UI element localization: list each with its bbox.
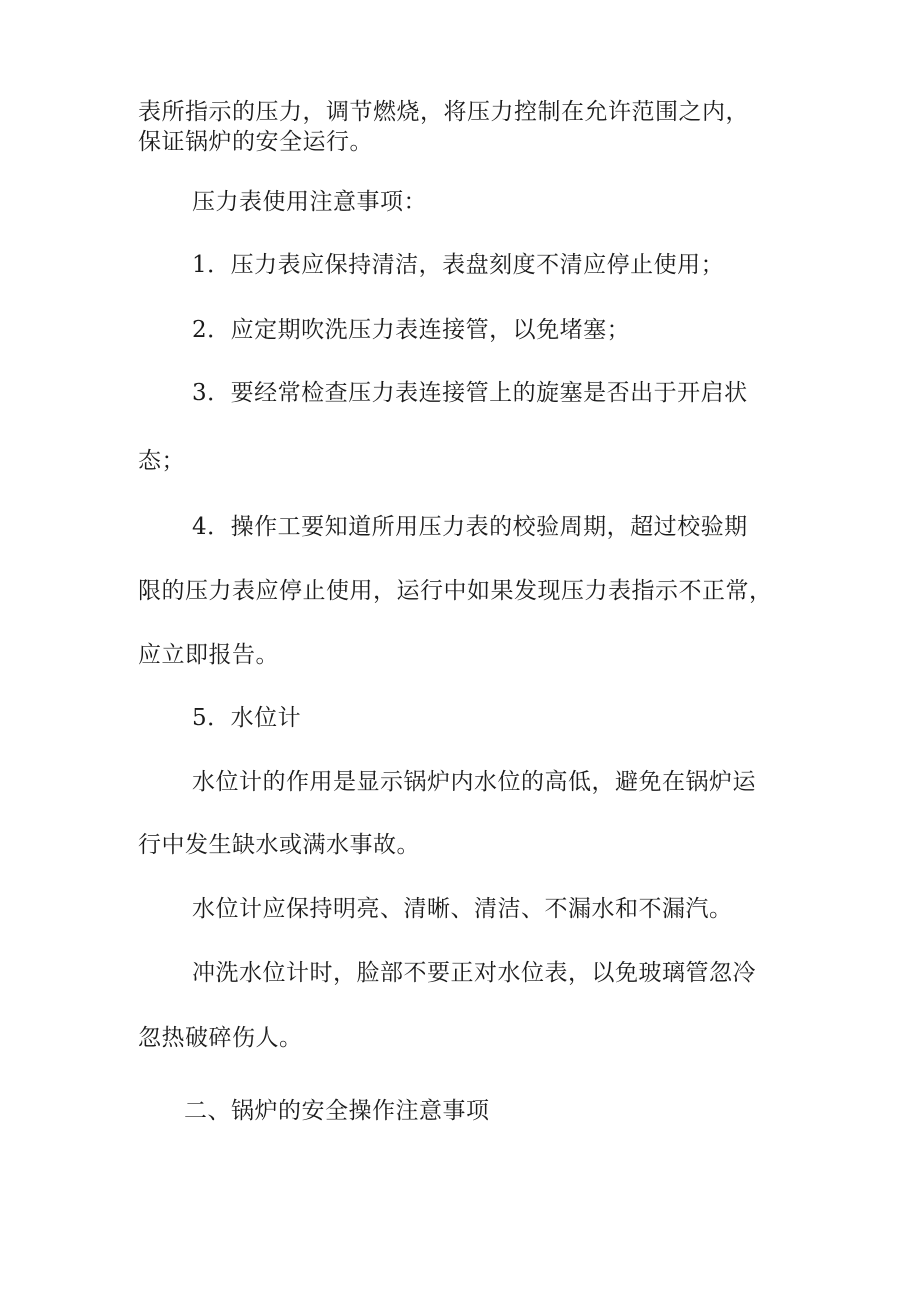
paragraph: 冲洗水位计时，脸部不要正对水位表，以免玻璃管忽冷 xyxy=(192,960,756,986)
list-item: 3．要经常检查压力表连接管上的旋塞是否出于开启状 xyxy=(192,380,748,406)
text-line: 应立即报告。 xyxy=(138,642,279,668)
section-heading: 二、锅炉的安全操作注意事项 xyxy=(184,1098,490,1124)
list-item: 5．水位计 xyxy=(192,705,302,731)
paragraph: 水位计的作用是显示锅炉内水位的高低，避免在锅炉运 xyxy=(192,769,756,795)
list-item: 4．操作工要知道所用压力表的校验周期，超过校验期 xyxy=(192,514,748,540)
text-line: 保证锅炉的安全运行。 xyxy=(138,129,373,155)
text-line: 表所指示的压力，调节燃烧，将压力控制在允许范围之内， xyxy=(138,99,749,125)
list-item: 2．应定期吹洗压力表连接管，以免堵塞； xyxy=(192,317,631,343)
paragraph: 水位计应保持明亮、清晰、清洁、不漏水和不漏汽。 xyxy=(192,896,733,922)
text-line: 忽热破碎伤人。 xyxy=(138,1025,303,1051)
text-line: 行中发生缺水或满水事故。 xyxy=(138,832,420,858)
text-line: 态； xyxy=(138,448,185,474)
list-item: 1．压力表应保持清洁，表盘刻度不清应停止使用； xyxy=(192,252,725,278)
text-line: 限的压力表应停止使用，运行中如果发现压力表指示不正常， xyxy=(138,578,773,604)
section-label: 压力表使用注意事项： xyxy=(192,189,427,215)
